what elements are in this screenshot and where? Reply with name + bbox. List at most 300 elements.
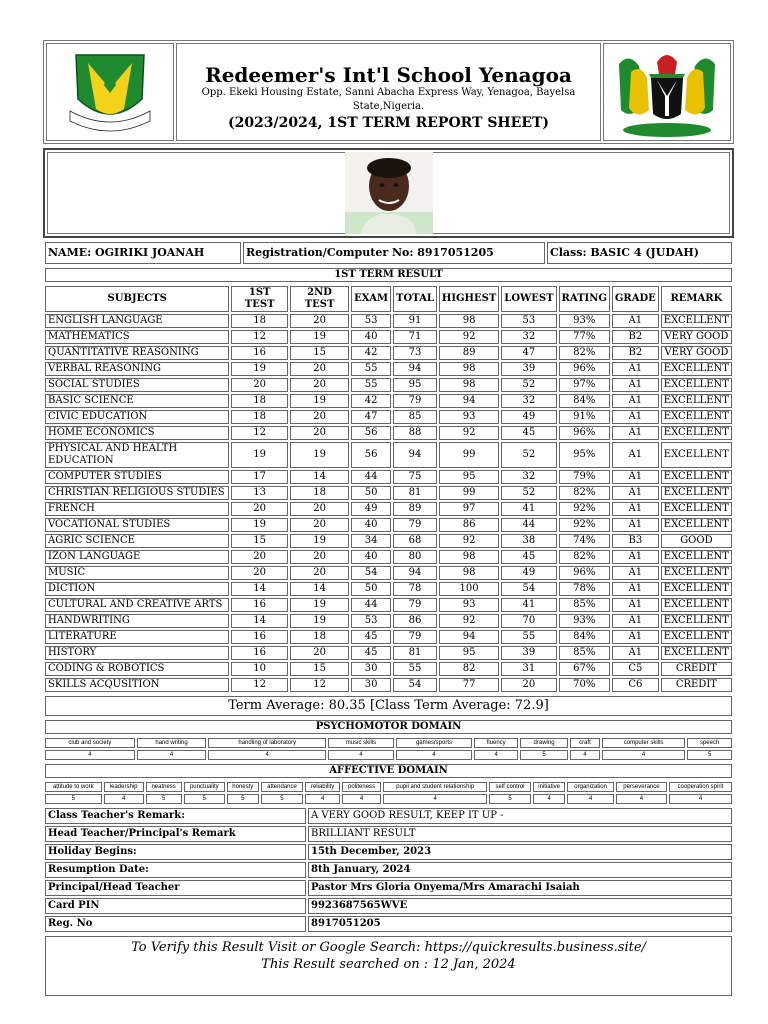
score-cell: 42 [351,394,391,408]
subject-name: LITERATURE [45,630,229,644]
psychomotor-value: 4 [474,750,518,760]
score-cell: 96% [559,426,610,440]
score-cell: A1 [612,394,659,408]
score-cell: 39 [501,362,556,376]
school-crest-icon [66,49,154,135]
score-cell: 95 [439,470,499,484]
remark-label: Principal/Head Teacher [45,880,306,896]
school-logo [46,43,174,141]
table-row [45,518,732,532]
score-cell: 40 [351,330,391,344]
subject-name: CIVIC EDUCATION [45,410,229,424]
report-header [43,40,734,144]
subject-name: SOCIAL STUDIES [45,378,229,392]
table-row [45,662,732,676]
table-row [45,630,732,644]
table-row [45,362,732,376]
score-cell: 20 [290,550,349,564]
term-average: Term Average: 80.35 [Class Term Average: 72.9] [45,696,732,716]
score-cell: 79 [393,518,437,532]
score-cell: GOOD [661,534,732,548]
score-cell: 96% [559,362,610,376]
affective-value: 5 [45,794,102,804]
subject-name: VOCATIONAL STUDIES [45,518,229,532]
score-cell: 20 [290,378,349,392]
subject-name: BASIC SCIENCE [45,394,229,408]
score-cell: 55 [351,362,391,376]
score-cell: 18 [231,314,288,328]
score-cell: 73 [393,346,437,360]
table-row [45,550,732,564]
psychomotor-table [43,736,734,762]
score-cell: 71 [393,330,437,344]
table-row [45,470,732,484]
score-cell: 20 [290,426,349,440]
affective-value: 5 [261,794,304,804]
score-cell: 45 [351,646,391,660]
psychomotor-label: club and society [45,738,135,748]
score-cell: 55 [351,378,391,392]
subject-name: VERBAL REASONING [45,362,229,376]
remark-row [45,826,732,842]
score-cell: EXCELLENT [661,378,732,392]
column-header: REMARK [661,286,732,312]
score-cell: 41 [501,598,556,612]
psychomotor-label: speech [687,738,732,748]
score-cell: 20 [501,678,556,692]
subject-name: IZON LANGUAGE [45,550,229,564]
score-cell: A1 [612,630,659,644]
score-cell: 19 [231,442,288,468]
score-cell: 45 [501,426,556,440]
score-cell: 44 [501,518,556,532]
score-cell: EXCELLENT [661,502,732,516]
subject-name: CULTURAL AND CREATIVE ARTS [45,598,229,612]
score-cell: 15 [231,534,288,548]
score-cell: A1 [612,314,659,328]
score-cell: 20 [290,362,349,376]
coat-of-arms [603,43,731,141]
results-section-header [43,266,734,284]
subject-name: CODING & ROBOTICS [45,662,229,676]
affective-value: 5 [146,794,182,804]
score-cell: 80 [393,550,437,564]
score-cell: 44 [351,470,391,484]
score-cell: 14 [290,582,349,596]
score-cell: A1 [612,598,659,612]
subject-name: HANDWRITING [45,614,229,628]
remark-label: Head Teacher/Principal's Remark [45,826,306,842]
remarks-table [43,806,734,934]
score-cell: 16 [231,646,288,660]
affective-label: pupil and student relationship [383,782,487,792]
affective-labels-row [45,782,732,792]
score-cell: 50 [351,582,391,596]
score-cell: 54 [393,678,437,692]
score-cell: 95 [393,378,437,392]
score-cell: 70 [501,614,556,628]
score-cell: EXCELLENT [661,442,732,468]
table-row [45,534,732,548]
score-cell: 16 [231,346,288,360]
psychomotor-label: music skills [328,738,394,748]
affective-value: 4 [305,794,340,804]
score-cell: 94 [439,630,499,644]
column-header: 1ST TEST [231,286,288,312]
score-cell: 91% [559,410,610,424]
score-cell: 49 [351,502,391,516]
score-cell: CREDIT [661,662,732,676]
subject-name: QUANTITATIVE REASONING [45,346,229,360]
psychomotor-label: craft [570,738,600,748]
score-cell: B2 [612,330,659,344]
column-header: HIGHEST [439,286,499,312]
score-cell: 44 [351,598,391,612]
affective-label: neatness [146,782,182,792]
score-cell: 54 [501,582,556,596]
remark-value: 8th January, 2024 [308,862,732,878]
score-cell: 53 [501,314,556,328]
psychomotor-label: games/sports [396,738,472,748]
score-cell: 85% [559,646,610,660]
score-cell: 12 [231,426,288,440]
score-cell: 32 [501,470,556,484]
score-cell: 12 [231,330,288,344]
psychomotor-value: 5 [520,750,568,760]
score-cell: 85% [559,598,610,612]
score-cell: 19 [231,362,288,376]
score-cell: EXCELLENT [661,394,732,408]
score-cell: 79 [393,394,437,408]
score-cell: 49 [501,410,556,424]
score-cell: 49 [501,566,556,580]
affective-label: honesty [227,782,259,792]
score-cell: EXCELLENT [661,614,732,628]
score-cell: 97 [439,502,499,516]
psychomotor-value: 4 [570,750,600,760]
score-cell: 52 [501,442,556,468]
affective-values-row [45,794,732,804]
score-cell: A1 [612,550,659,564]
student-info-table [43,240,734,266]
score-cell: 16 [231,598,288,612]
score-cell: 81 [393,486,437,500]
verify-link-text: To Verify this Result Visit or Google Search: https://quickresults.business.site/ [131,940,646,955]
psychomotor-value: 4 [602,750,685,760]
table-row [45,394,732,408]
remark-label: Reg. No [45,916,306,932]
score-cell: 20 [290,518,349,532]
score-cell: A1 [612,582,659,596]
score-cell: 18 [231,394,288,408]
score-cell: EXCELLENT [661,582,732,596]
school-info [176,43,601,141]
score-cell: EXCELLENT [661,426,732,440]
affective-value: 5 [489,794,531,804]
score-cell: 34 [351,534,391,548]
score-cell: 79% [559,470,610,484]
score-cell: 98 [439,314,499,328]
score-cell: 92% [559,518,610,532]
report-sheet [43,40,734,998]
score-cell: 98 [439,362,499,376]
affective-label: perseverance [616,782,667,792]
score-cell: 47 [501,346,556,360]
score-cell: 20 [231,378,288,392]
score-cell: 91 [393,314,437,328]
table-row [45,582,732,596]
score-cell: 82 [439,662,499,676]
score-cell: 99 [439,442,499,468]
remark-row [45,916,732,932]
score-cell: 19 [290,598,349,612]
verify-footer [45,936,732,996]
table-row [45,426,732,440]
score-cell: A1 [612,566,659,580]
score-cell: 77 [439,678,499,692]
score-cell: A1 [612,518,659,532]
score-cell: 20 [290,502,349,516]
psychomotor-title: PSYCHOMOTOR DOMAIN [45,720,732,734]
score-cell: 40 [351,518,391,532]
score-cell: EXCELLENT [661,470,732,484]
subject-name: MATHEMATICS [45,330,229,344]
score-cell: VERY GOOD [661,346,732,360]
score-cell: 89 [439,346,499,360]
score-cell: 12 [290,678,349,692]
remark-value: 9923687565WVE [308,898,732,914]
score-cell: 20 [231,502,288,516]
subject-name: COMPUTER STUDIES [45,470,229,484]
table-row [45,566,732,580]
table-row [45,346,732,360]
school-address: Opp. Ekeki Housing Estate, Sanni Abacha Express Way, Yenagoa, Bayelsa State,Nigeria. [201,87,576,112]
psychomotor-label: handling of laboratory [208,738,326,748]
psychomotor-value: 4 [396,750,472,760]
psychomotor-value: 4 [208,750,326,760]
score-cell: 39 [501,646,556,660]
score-cell: 93% [559,614,610,628]
score-cell: 10 [231,662,288,676]
affective-value: 4 [567,794,613,804]
subject-name: HOME ECONOMICS [45,426,229,440]
remark-row [45,808,732,824]
table-row [45,378,732,392]
remark-label: Resumption Date: [45,862,306,878]
affective-label: cooperation spirit [669,782,732,792]
score-cell: 20 [231,566,288,580]
report-term-title: (2023/2024, 1ST TERM REPORT SHEET) [227,115,550,131]
remark-value: BRILLIANT RESULT [308,826,732,842]
score-cell: EXCELLENT [661,646,732,660]
psychomotor-value: 4 [137,750,206,760]
score-cell: 41 [501,502,556,516]
subject-name: ENGLISH LANGUAGE [45,314,229,328]
score-cell: 96% [559,566,610,580]
score-cell: EXCELLENT [661,410,732,424]
score-cell: A1 [612,362,659,376]
score-cell: 14 [290,470,349,484]
score-cell: 55 [393,662,437,676]
score-cell: 19 [290,330,349,344]
score-cell: 45 [351,630,391,644]
affective-value: 4 [533,794,566,804]
affective-value: 4 [669,794,732,804]
score-cell: 95 [439,646,499,660]
psychomotor-label: fluency [474,738,518,748]
score-cell: 19 [290,534,349,548]
score-cell: 74% [559,534,610,548]
score-cell: 32 [501,330,556,344]
affective-label: attendance [261,782,304,792]
score-cell: A1 [612,410,659,424]
score-cell: 92% [559,502,610,516]
score-cell: 79 [393,598,437,612]
column-header: SUBJECTS [45,286,229,312]
score-cell: EXCELLENT [661,314,732,328]
score-cell: C6 [612,678,659,692]
table-row [45,502,732,516]
affective-value: 5 [184,794,225,804]
score-cell: 32 [501,394,556,408]
score-cell: 79 [393,630,437,644]
affective-label: punctuality [184,782,225,792]
score-cell: 45 [501,550,556,564]
score-cell: EXCELLENT [661,486,732,500]
score-cell: 82% [559,486,610,500]
psychomotor-labels-row [45,738,732,748]
subject-name: PHYSICAL AND HEALTH EDUCATION [45,442,229,468]
remark-row [45,898,732,914]
score-cell: 93% [559,314,610,328]
score-cell: 38 [501,534,556,548]
affective-label: reliability [305,782,340,792]
affective-value: 4 [616,794,667,804]
psychomotor-value: 5 [687,750,732,760]
score-cell: 92 [439,534,499,548]
affective-label: leadership [104,782,144,792]
score-cell: 92 [439,426,499,440]
subject-name: DICTION [45,582,229,596]
remark-row [45,862,732,878]
score-cell: 92 [439,330,499,344]
score-cell: 50 [351,486,391,500]
score-cell: 52 [501,378,556,392]
score-cell: 95% [559,442,610,468]
affective-label: attitude to work [45,782,102,792]
score-cell: 85 [393,410,437,424]
score-cell: 15 [290,662,349,676]
score-cell: 18 [290,630,349,644]
score-cell: 53 [351,314,391,328]
results-table [43,284,734,694]
affective-table [43,780,734,806]
column-header: EXAM [351,286,391,312]
score-cell: 94 [393,362,437,376]
affective-label: self control [489,782,531,792]
score-cell: 14 [231,582,288,596]
score-cell: A1 [612,614,659,628]
score-cell: 31 [501,662,556,676]
subject-name: AGRIC SCIENCE [45,534,229,548]
score-cell: 88 [393,426,437,440]
score-cell: 20 [290,566,349,580]
score-cell: 82% [559,550,610,564]
score-cell: 42 [351,346,391,360]
student-name: NAME: OGIRIKI JOANAH [45,242,241,264]
score-cell: 17 [231,470,288,484]
score-cell: 12 [231,678,288,692]
registration-number: Registration/Computer No: 8917051205 [243,242,545,264]
score-cell: 94 [393,442,437,468]
column-header: GRADE [612,286,659,312]
score-cell: EXCELLENT [661,598,732,612]
score-cell: 55 [501,630,556,644]
affective-value: 4 [342,794,381,804]
remark-value: A VERY GOOD RESULT, KEEP IT UP - [308,808,732,824]
score-cell: 20 [290,410,349,424]
remark-label: Holiday Begins: [45,844,306,860]
psychomotor-label: drawing [520,738,568,748]
score-cell: 86 [393,614,437,628]
score-cell: 56 [351,426,391,440]
subject-name: HISTORY [45,646,229,660]
score-cell: A1 [612,378,659,392]
searched-date: This Result searched on : 12 Jan, 2024 [261,957,516,972]
score-cell: 18 [231,410,288,424]
score-cell: B2 [612,346,659,360]
score-cell: B3 [612,534,659,548]
score-cell: EXCELLENT [661,566,732,580]
score-cell: 15 [290,346,349,360]
score-cell: 86 [439,518,499,532]
score-cell: 93 [439,410,499,424]
column-header: LOWEST [501,286,556,312]
affective-value: 4 [383,794,487,804]
table-row [45,646,732,660]
table-row [45,442,732,468]
table-row [45,614,732,628]
subject-name: FRENCH [45,502,229,516]
school-name: Redeemer's Int'l School Yenagoa [205,63,572,87]
score-cell: 84% [559,630,610,644]
score-cell: 82% [559,346,610,360]
score-cell: A1 [612,646,659,660]
psychomotor-value: 4 [328,750,394,760]
score-cell: 70% [559,678,610,692]
psychomotor-value: 4 [45,750,135,760]
score-cell: EXCELLENT [661,550,732,564]
score-cell: 98 [439,566,499,580]
score-cell: 84% [559,394,610,408]
score-cell: 98 [439,378,499,392]
score-cell: 78% [559,582,610,596]
score-cell: 19 [231,518,288,532]
score-cell: 94 [393,566,437,580]
photo-frame [43,148,734,238]
affective-label: politeness [342,782,381,792]
remark-value: Pastor Mrs Gloria Onyema/Mrs Amarachi Isaiah [308,880,732,896]
score-cell: 53 [351,614,391,628]
score-cell: 19 [290,614,349,628]
affective-label: initiative [533,782,566,792]
score-cell: 18 [290,486,349,500]
score-cell: 54 [351,566,391,580]
score-cell: A1 [612,486,659,500]
table-row [45,314,732,328]
score-cell: EXCELLENT [661,630,732,644]
student-class: Class: BASIC 4 (JUDAH) [547,242,732,264]
